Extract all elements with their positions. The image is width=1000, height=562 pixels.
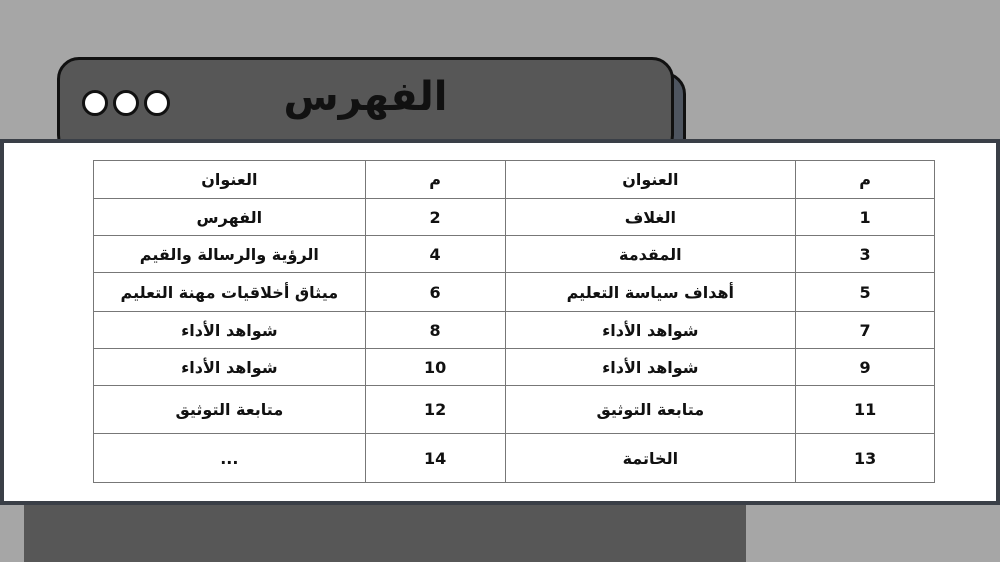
entry-title: شواهد الأداء (94, 312, 366, 349)
column-header-number: م (365, 161, 505, 199)
table-row (94, 199, 935, 236)
entry-title: ميثاق أخلاقيات مهنة التعليم (94, 273, 366, 312)
table-row (94, 434, 935, 483)
entry-number: 3 (796, 236, 935, 273)
entry-number: 5 (796, 273, 935, 312)
entry-title: متابعة التوثيق (505, 386, 796, 434)
entry-number: 1 (796, 199, 935, 236)
entry-title: الفهرس (94, 199, 366, 236)
entry-title: شواهد الأداء (94, 349, 366, 386)
entry-title: المقدمة (505, 236, 796, 273)
entry-title: الخاتمة (505, 434, 796, 483)
entry-title: شواهد الأداء (505, 312, 796, 349)
table-row (94, 273, 935, 312)
column-header-number: م (796, 161, 935, 199)
background-block (24, 500, 746, 562)
entry-number: 14 (365, 434, 505, 483)
entry-title: الغلاف (505, 199, 796, 236)
entry-number: 12 (365, 386, 505, 434)
table-row (94, 386, 935, 434)
page-title: الفهرس (283, 74, 448, 120)
entry-title: متابعة التوثيق (94, 386, 366, 434)
table-row (94, 236, 935, 273)
entry-number: 7 (796, 312, 935, 349)
table-row (94, 349, 935, 386)
entry-title: أهداف سياسة التعليم (505, 273, 796, 312)
entry-number: 4 (365, 236, 505, 273)
entry-number: 9 (796, 349, 935, 386)
table-header-row (94, 161, 935, 199)
entry-number: 2 (365, 199, 505, 236)
column-header-title: العنوان (94, 161, 366, 199)
entry-number: 13 (796, 434, 935, 483)
column-header-title: العنوان (505, 161, 796, 199)
table-row (94, 312, 935, 349)
content-panel (0, 139, 1000, 505)
entry-number: 11 (796, 386, 935, 434)
entry-title: شواهد الأداء (505, 349, 796, 386)
entry-number: 8 (365, 312, 505, 349)
entry-title: ... (94, 434, 366, 483)
entry-number: 10 (365, 349, 505, 386)
entry-number: 6 (365, 273, 505, 312)
index-table (93, 160, 935, 483)
entry-title: الرؤية والرسالة والقيم (94, 236, 366, 273)
